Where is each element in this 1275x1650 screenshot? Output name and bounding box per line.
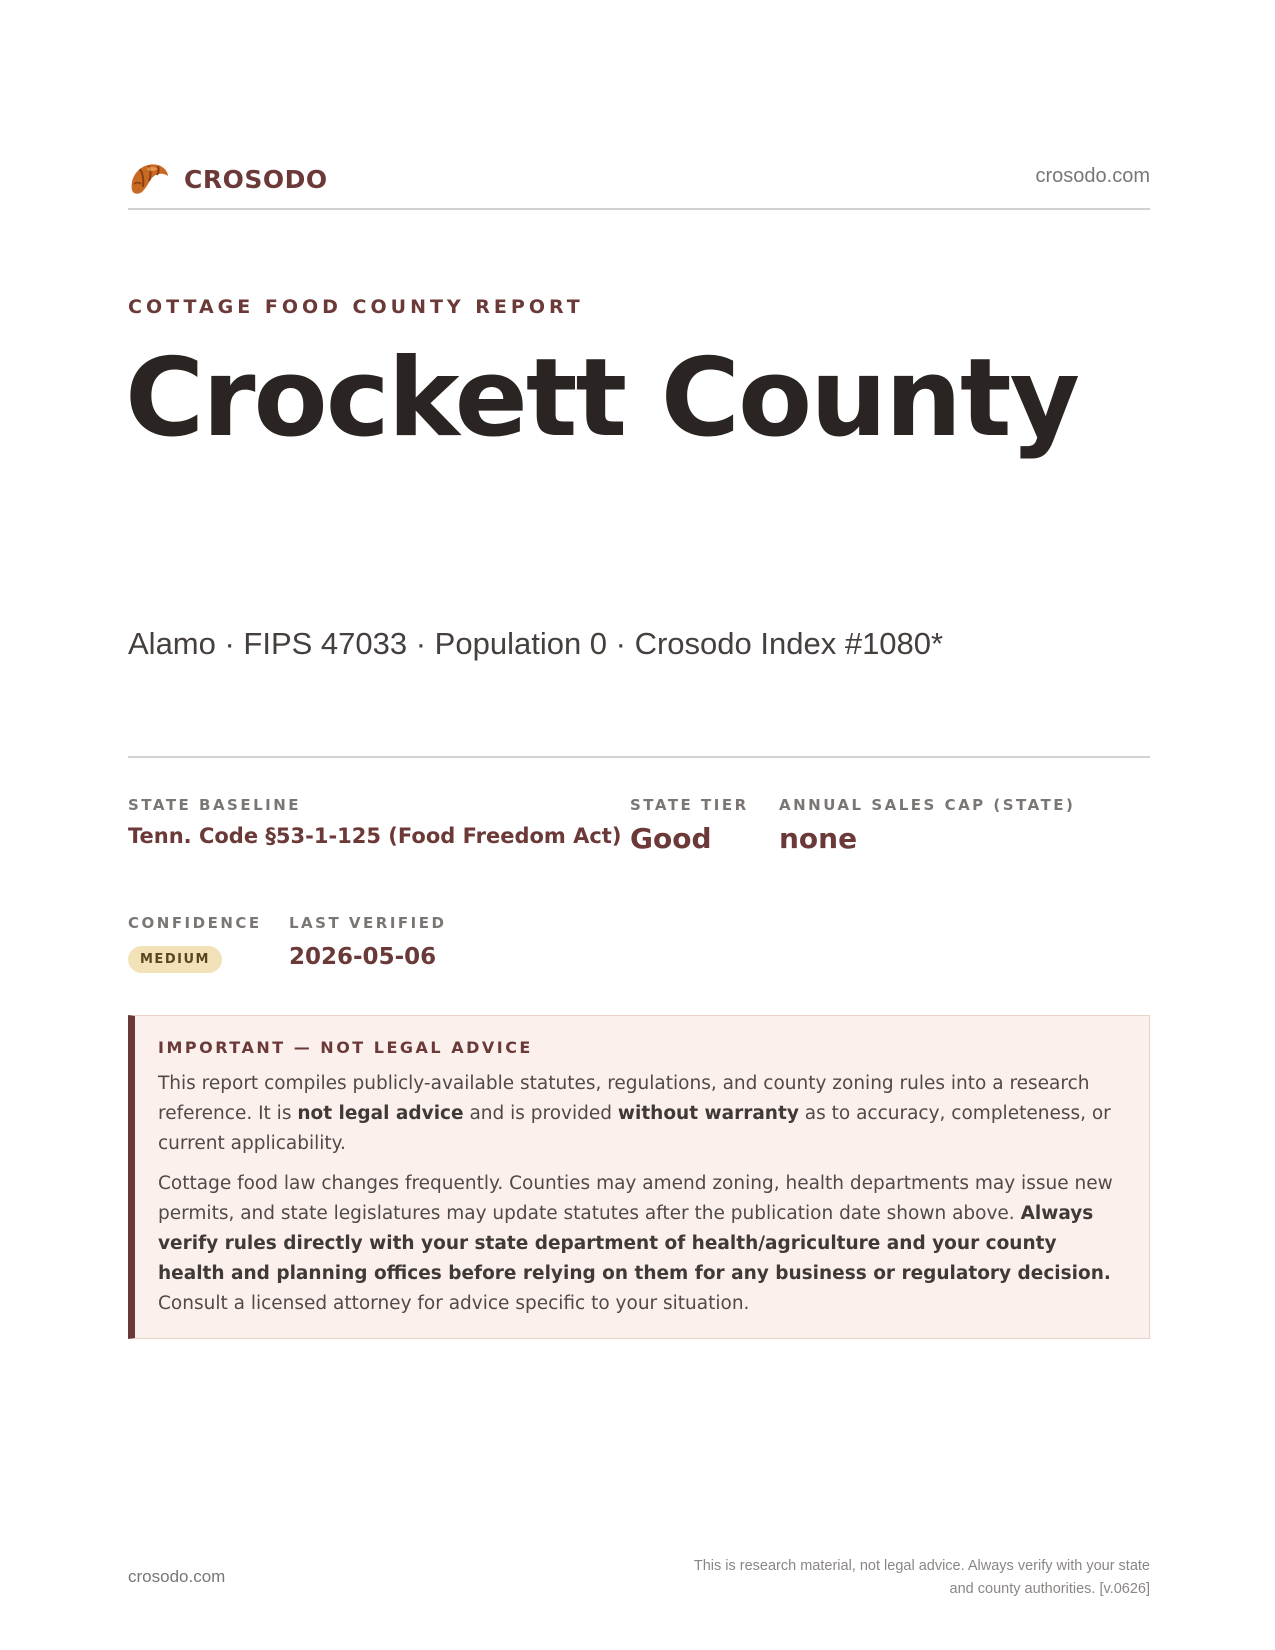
state-tier-field: [630, 796, 749, 855]
page-header: [128, 160, 1150, 210]
footer-disclaimer: [630, 1555, 1150, 1601]
footer-site-url[interactable]: crosodo.com: [128, 1567, 226, 1586]
notice-emphasis: Always verify rules directly with your state department of health/agriculture and your county health and planning offices before relying on them for any business or regulatory decision.: [158, 1203, 1111, 1284]
divider: [128, 756, 1150, 758]
sales-cap-field: [779, 796, 1075, 855]
legal-notice: [128, 1015, 1150, 1339]
report-eyebrow: COTTAGE FOOD COUNTY REPORT: [128, 296, 584, 318]
last-verified-value: 2026-05-06: [289, 944, 437, 970]
state-baseline-value: Tenn. Code §53-1-125 (Food Freedom Act): [128, 824, 622, 848]
notice-text: Cottage food law changes frequently. Counties may amend zoning, health departments may issue new permits, and state legislatures may update statutes after the publication date shown above.: [158, 1173, 1113, 1224]
notice-text: This report compiles publicly-available statutes, regulations, and county zoning rules into a research reference. It is: [158, 1073, 1090, 1124]
last-verified-label: LAST VERIFIED: [289, 914, 447, 932]
legal-notice-paragraph-1: [158, 1069, 1125, 1159]
confidence-label: CONFIDENCE: [128, 914, 262, 932]
croissant-icon: [128, 160, 170, 198]
page-title: Crockett County: [125, 336, 1079, 461]
last-verified-field: [289, 914, 446, 970]
footer-disclaimer-line-2: and county authorities. [v.0626]: [949, 1581, 1150, 1597]
confidence-field: [128, 914, 262, 973]
notice-emphasis: without warranty: [617, 1103, 799, 1124]
report-page: [125, 0, 1150, 1650]
state-tier-label: STATE TIER: [630, 796, 749, 814]
state-baseline-label: STATE BASELINE: [128, 796, 302, 814]
legal-notice-title: IMPORTANT — NOT LEGAL ADVICE: [158, 1038, 533, 1057]
notice-emphasis: not legal advice: [297, 1103, 464, 1124]
legal-notice-paragraph-2: [158, 1169, 1125, 1319]
brand-name: CROSODO: [184, 164, 328, 194]
state-tier-value: Good: [630, 822, 712, 855]
notice-text: and is provided: [463, 1103, 618, 1124]
footer-disclaimer-line-1: This is research material, not legal advice. Always verify with your state: [693, 1558, 1150, 1574]
brand: [128, 160, 328, 198]
confidence-badge: MEDIUM: [128, 946, 222, 973]
state-baseline-field: [128, 796, 621, 848]
site-url[interactable]: crosodo.com: [1035, 165, 1150, 187]
county-summary: Alamo · FIPS 47033 · Population 0 · Crosodo Index #1080*: [128, 626, 944, 661]
sales-cap-label: ANNUAL SALES CAP (STATE): [779, 796, 1076, 814]
notice-text: as to accuracy, completeness, or current applicability.: [158, 1103, 1111, 1154]
notice-text: Consult a licensed attorney for advice specific to your situation.: [158, 1293, 750, 1314]
sales-cap-value: none: [779, 822, 858, 855]
